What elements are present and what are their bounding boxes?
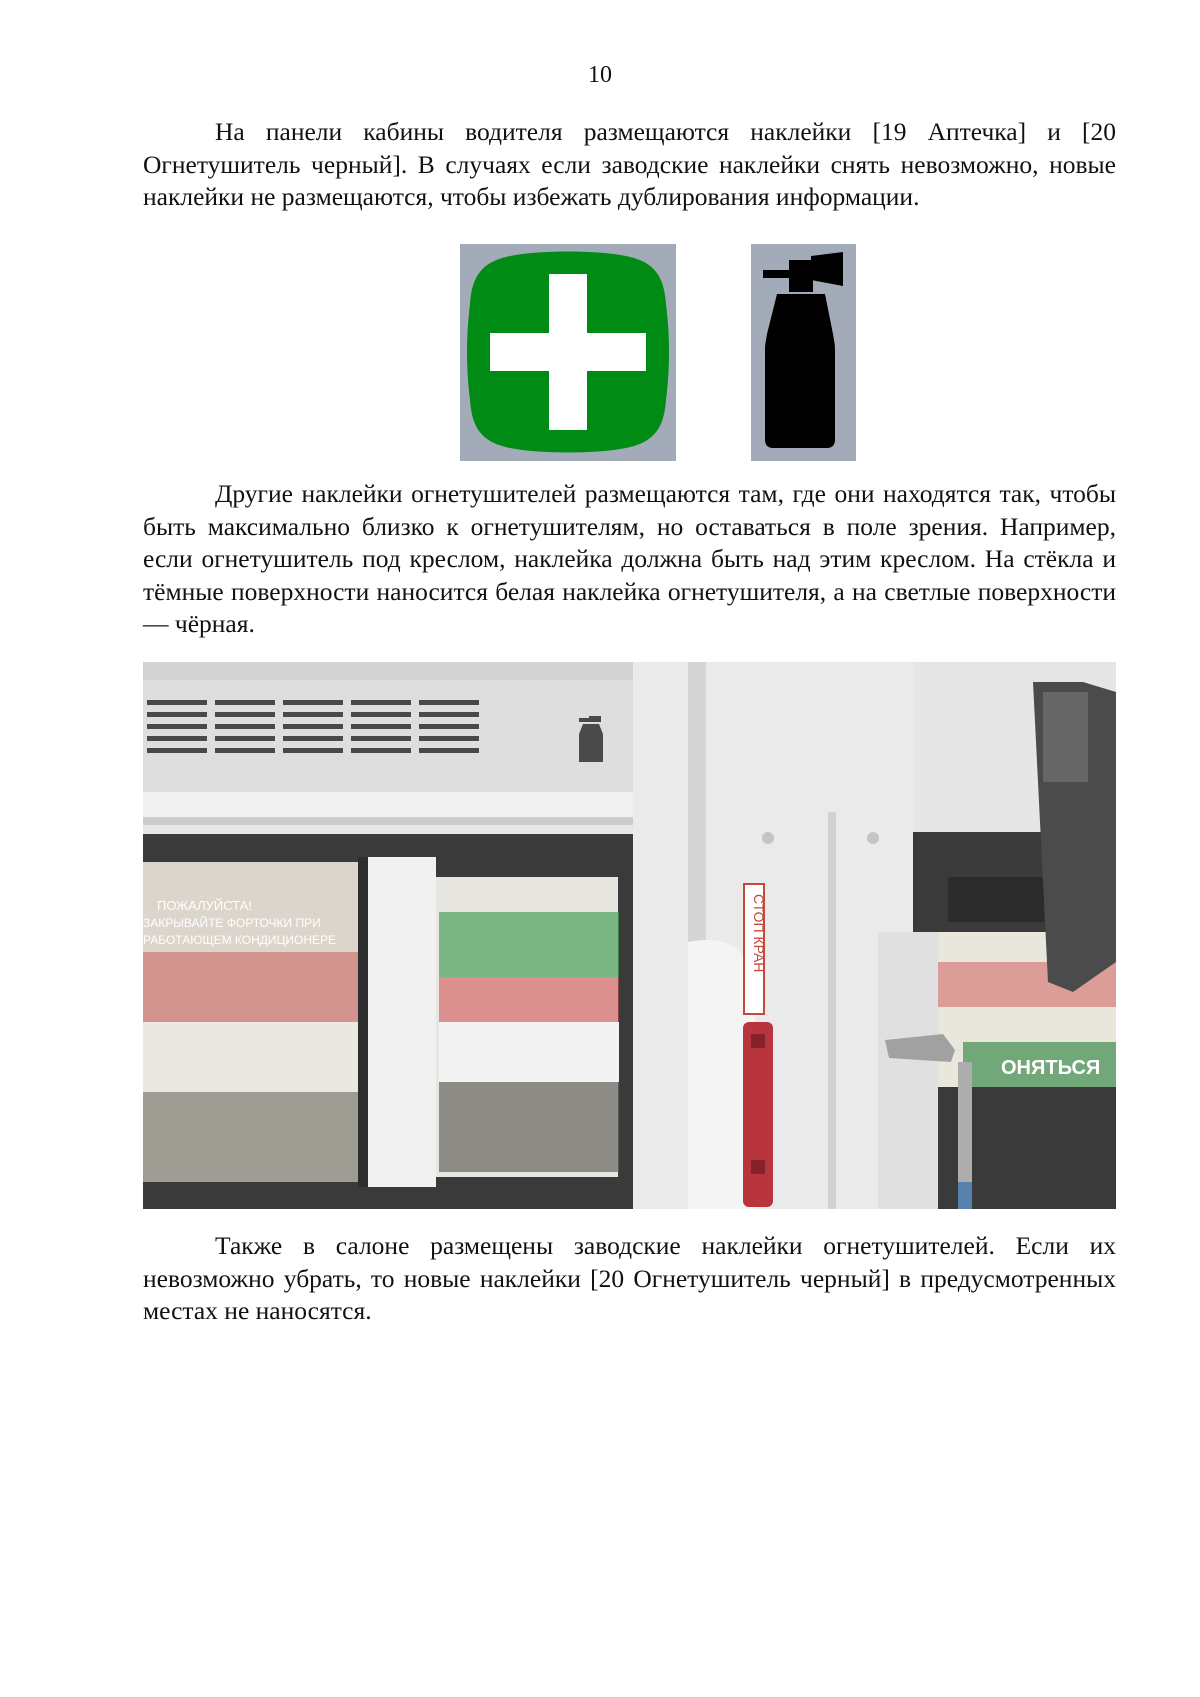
paragraph-factory-stickers: Также в салоне размещены заводские наклейки огнетушителей. Если их невозможно убрать, то новые наклейки [20 Огнетушитель черный] в предусмотренных местах не наносятся. — [143, 1231, 1116, 1325]
paragraph-driver-panel-stickers: На панели кабины водителя размещаются наклейки [19 Аптечка] и [20 Огнетушитель черный]. В случаях если заводские наклейки снять невозможно, новые наклейки не размещаются, чтобы избежать дублирования информации. — [143, 117, 1116, 211]
first-aid-cross-icon — [460, 244, 676, 461]
window-sign-line-2: ЗАКРЫВАЙТЕ ФОРТОЧКИ ПРИ — [143, 916, 321, 930]
outside-sign-text: ОНЯТЬСЯ — [1001, 1057, 1101, 1079]
window-sign-line-1: ПОЖАЛУЙСТА! — [157, 898, 253, 913]
fire-extinguisher-icon — [751, 244, 856, 461]
fire-extinguisher-sticker — [751, 244, 856, 461]
first-aid-sticker — [460, 244, 676, 461]
paragraph-extinguisher-placement: Другие наклейки огнетушителей размещаются там, где они находятся так, чтобы быть максимально близко к огнетушителям, но оставаться в поле зрения. Например, если огнетушитель под креслом, наклейка должна быть над этим креслом. На стёкла и тёмные поверхности наносится белая наклейка огнетушителя, а на светлые поверхности — чёрная. — [143, 479, 1116, 638]
window-sign-line-3: РАБОТАЮЩЕМ КОНДИЦИОНЕРЕ — [143, 933, 337, 947]
stop-valve-label: СТОП КРАН — [751, 894, 767, 973]
page-number: 10 — [588, 62, 612, 88]
bus-interior-photo — [143, 662, 1116, 1209]
